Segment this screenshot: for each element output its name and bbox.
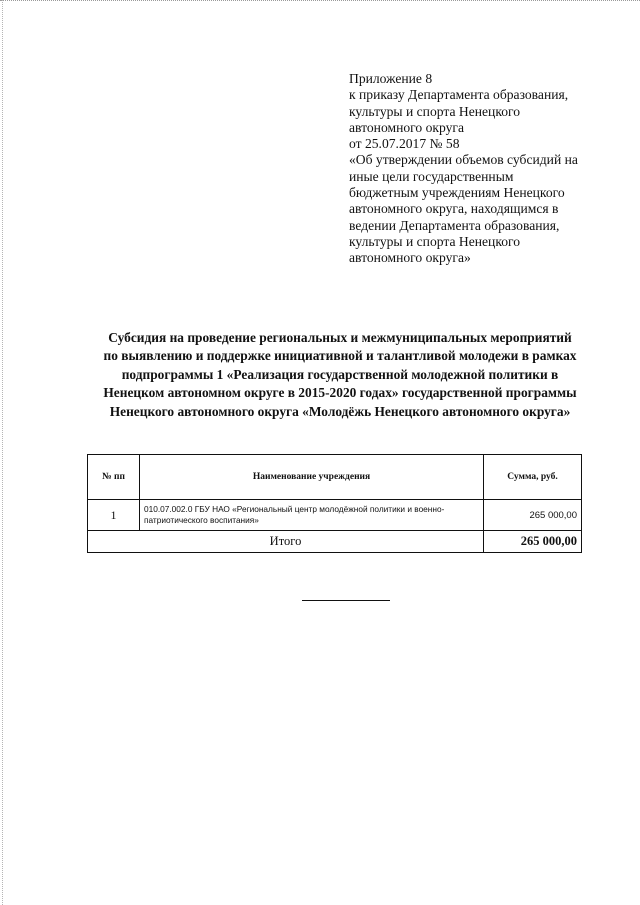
appendix-block	[349, 71, 609, 267]
appendix-line: ведении Департамента образования,	[349, 217, 560, 233]
appendix-line: иные цели государственным	[349, 168, 514, 184]
title-line: Ненецком автономном округе в 2015-2020 годах» государственной программы	[103, 385, 577, 401]
row-institution-name: 010.07.002.0 ГБУ НАО «Региональный центр молодёжной политики и военно-патриотического воспитания»	[140, 500, 484, 531]
appendix-line: автономного округа, находящимся в	[349, 201, 559, 217]
scan-edge-left	[2, 0, 4, 905]
table-row	[88, 500, 582, 531]
row-sum: 265 000,00	[484, 500, 582, 531]
title-line: Субсидия на проведение региональных и межмуниципальных мероприятий	[108, 330, 572, 345]
scan-edge-top	[0, 0, 640, 4]
header-sum: Сумма, руб.	[484, 455, 582, 500]
total-sum: 265 000,00	[484, 531, 582, 553]
title-line: подпрограммы 1 «Реализация государственной молодежной политики в	[121, 366, 559, 382]
row-num: 1	[88, 500, 140, 531]
table-header-row	[88, 455, 582, 500]
appendix-line: Приложение 8	[349, 71, 433, 86]
end-of-document-rule	[302, 600, 390, 601]
appendix-line: культуры и спорта Ненецкого	[349, 103, 521, 119]
appendix-line: к приказу Департамента образования,	[349, 87, 569, 103]
appendix-line: автономного округа»	[349, 250, 471, 266]
header-name: Наименование учреждения	[140, 455, 484, 500]
appendix-line: культуры и спорта Ненецкого	[349, 233, 521, 249]
appendix-line: автономного округа	[349, 119, 465, 135]
document-title	[60, 329, 620, 421]
appendix-line: «Об утверждении объемов субсидий на	[349, 152, 578, 168]
appendix-line: от 25.07.2017 № 58	[349, 136, 460, 152]
title-line: по выявлению и поддержке инициативной и талантливой молодежи в рамках	[103, 348, 577, 364]
subsidy-table	[87, 454, 582, 553]
appendix-line: бюджетным учреждениям Ненецкого	[349, 185, 565, 201]
total-row	[88, 531, 582, 553]
total-label: Итого	[88, 531, 484, 553]
header-num: № пп	[88, 455, 140, 500]
title-line: Ненецкого автономного округа «Молодёжь Ненецкого автономного округа»	[109, 403, 571, 419]
